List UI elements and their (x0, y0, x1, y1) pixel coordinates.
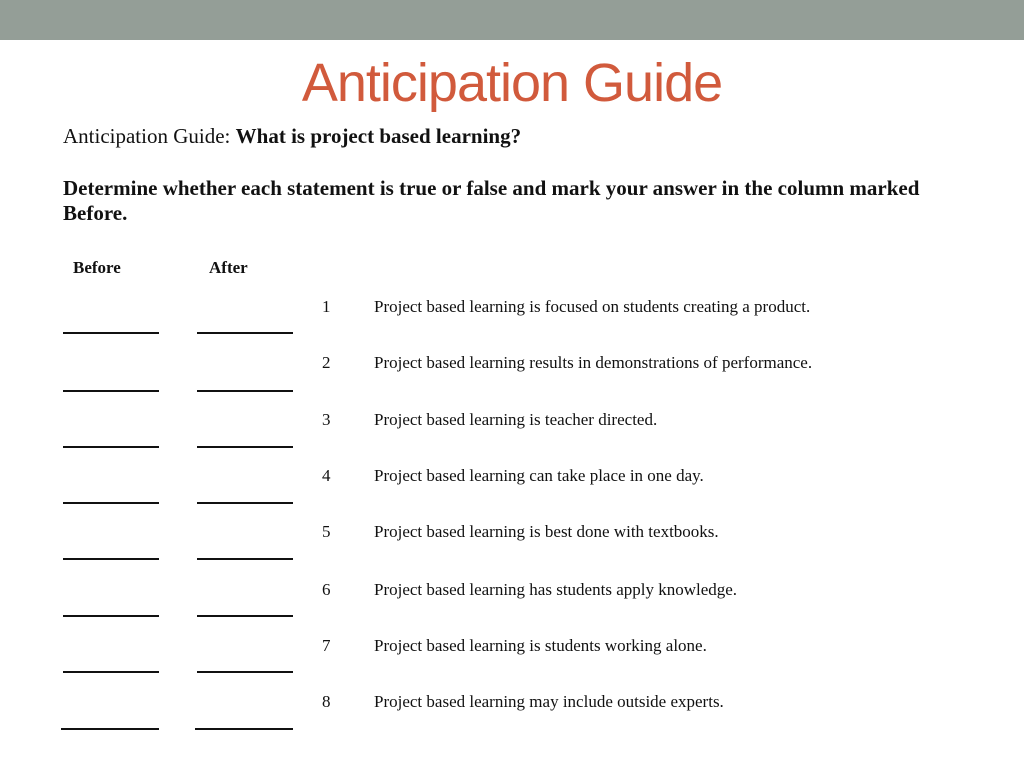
statement-number: 6 (322, 580, 331, 599)
subtitle-question: What is project based learning? (235, 124, 522, 148)
statement-text: Project based learning is best done with textbooks. (374, 522, 719, 541)
statement-text: Project based learning can take place in one day. (374, 466, 704, 485)
after-answer-blank[interactable] (197, 502, 293, 504)
statement-row (0, 579, 1024, 635)
top-bar (0, 0, 1024, 40)
before-answer-blank[interactable] (63, 558, 159, 560)
statement-text: Project based learning has students apply knowledge. (374, 580, 738, 599)
statement-number: 3 (322, 410, 331, 429)
after-answer-blank[interactable] (197, 615, 293, 617)
statement-text: Project based learning may include outside experts. (374, 692, 724, 711)
statement-row (0, 521, 1024, 577)
before-answer-blank[interactable] (63, 502, 159, 504)
instructions: Determine whether each statement is true or false and mark your answer in the column marked Before. (63, 176, 920, 225)
statement-number: 1 (322, 297, 331, 316)
statement-text: Project based learning is teacher directed. (374, 410, 658, 429)
slide-title: Anticipation Guide (301, 53, 723, 113)
before-answer-blank[interactable] (63, 615, 159, 617)
statement-number: 7 (322, 636, 331, 655)
statement-row (0, 296, 1024, 352)
subtitle-prefix: Anticipation Guide: (63, 124, 236, 148)
after-answer-blank[interactable] (197, 558, 293, 560)
statement-number: 2 (322, 353, 331, 372)
statement-row (0, 635, 1024, 691)
after-answer-blank[interactable] (195, 728, 293, 730)
statement-row (0, 409, 1024, 465)
statement-number: 5 (322, 522, 331, 541)
statement-text: Project based learning is students working alone. (374, 636, 707, 655)
column-header-after: After (209, 258, 248, 277)
statement-row (0, 691, 1024, 747)
before-answer-blank[interactable] (63, 332, 159, 334)
statement-row (0, 465, 1024, 521)
statement-text: Project based learning is focused on students creating a product. (374, 297, 811, 316)
statement-number: 4 (322, 466, 331, 485)
before-answer-blank[interactable] (63, 671, 159, 673)
after-answer-blank[interactable] (197, 671, 293, 673)
statement-row (0, 352, 1024, 408)
statement-text: Project based learning results in demonstrations of performance. (374, 353, 813, 372)
after-answer-blank[interactable] (197, 390, 293, 392)
before-answer-blank[interactable] (63, 446, 159, 448)
after-answer-blank[interactable] (197, 332, 293, 334)
statement-number: 8 (322, 692, 331, 711)
column-header-before: Before (73, 258, 121, 277)
after-answer-blank[interactable] (197, 446, 293, 448)
before-answer-blank[interactable] (61, 728, 159, 730)
before-answer-blank[interactable] (63, 390, 159, 392)
guide-subtitle (63, 122, 521, 150)
